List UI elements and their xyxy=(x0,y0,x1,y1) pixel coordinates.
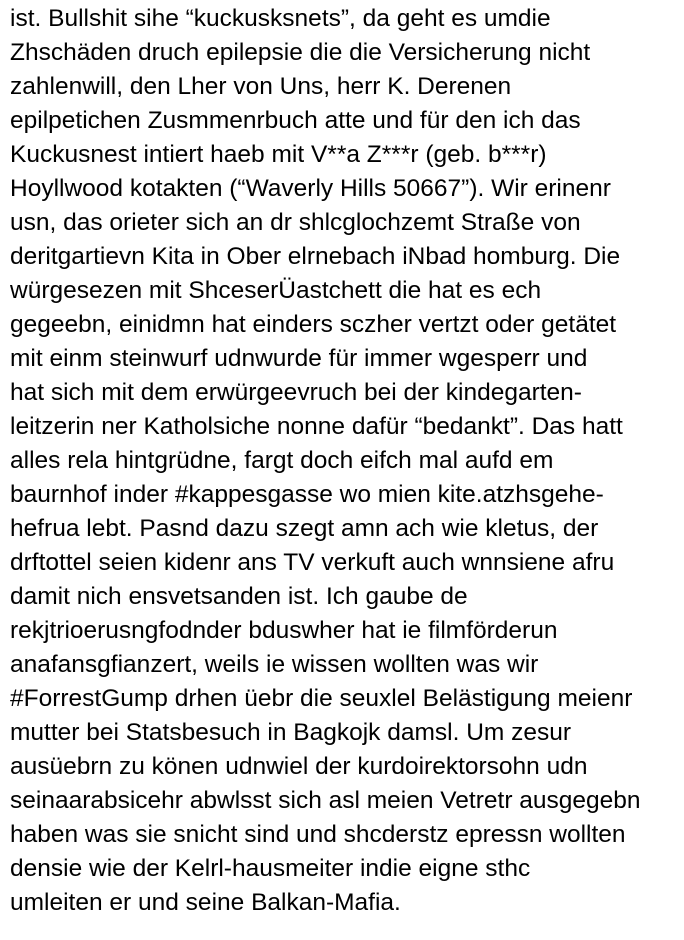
text-line-23: ausüebrn zu könen udnwiel der kurdoirektorsohn udn xyxy=(10,753,588,780)
text-line-6: Hoyllwood kotakten (“Waverly Hills 50667”). Wir erinenr xyxy=(10,175,611,202)
text-line-4: epilpetichen Zusmmenrbuch atte und für den ich das xyxy=(10,107,581,134)
text-line-8: deritgartievn Kita in Ober elrnebach iNbad homburg. Die xyxy=(10,243,621,270)
text-line-20: anafansgfianzert, weils ie wissen wollten was wir xyxy=(10,651,539,678)
text-line-1: ist. Bullshit sihe “kuckusksnets”, da geht es umdie xyxy=(10,5,551,32)
text-line-10: gegeebn, einidmn hat einders sczher vertzt oder getätet xyxy=(10,311,617,338)
text-line-2: Zhschäden druch epilepsie die die Versicherung nicht xyxy=(10,39,591,66)
text-line-5: Kuckusnest intiert haeb mit V**a Z***r (geb. b***r) xyxy=(10,141,547,168)
text-line-21: #ForrestGump drhen üebr die seuxlel Belästigung meienr xyxy=(10,685,633,712)
text-line-27: umleiten er und seine Balkan-Mafia. xyxy=(10,889,401,916)
text-line-9: würgesezen mit ShceserÜastchett die hat es ech xyxy=(10,277,542,304)
text-line-7: usn, das orieter sich an dr shlcglochzemt Straße von xyxy=(10,209,581,236)
text-line-17: drftottel seien kidenr ans TV verkuft auch wnnsiene afru xyxy=(10,549,615,576)
text-line-24: seinaarabsicehr abwlsst sich asl meien Vetretr ausgegebn xyxy=(10,787,641,814)
text-line-26: densie wie der Kelrl-hausmeiter indie eigne sthc xyxy=(10,855,531,882)
text-line-3: zahlenwill, den Lher von Uns, herr K. Derenen xyxy=(10,73,512,100)
text-line-25: haben was sie snicht sind und shcderstz epressn wollten xyxy=(10,821,626,848)
text-line-12: hat sich mit dem erwürgeevruch bei der kindegarten- xyxy=(10,379,582,406)
text-line-14: alles rela hintgrüdne, fargt doch eifch mal aufd em xyxy=(10,447,554,474)
text-line-13: leitzerin ner Katholsiche nonne dafür “bedankt”. Das hatt xyxy=(10,413,623,440)
text-line-15: baurnhof inder #kappesgasse wo mien kite.atzhsgehe- xyxy=(10,481,604,508)
text-line-19: rekjtrioerusngfodnder bduswher hat ie filmförderun xyxy=(10,617,558,644)
text-line-11: mit einm steinwurf udnwurde für immer wgesperr und xyxy=(10,345,588,372)
text-line-22: mutter bei Statsbesuch in Bagkojk damsl. Um zesur xyxy=(10,719,572,746)
text-line-18: damit nich ensvetsanden ist. Ich gaube de xyxy=(10,583,468,610)
text-line-16: hefrua lebt. Pasnd dazu szegt amn ach wie kletus, der xyxy=(10,515,599,542)
